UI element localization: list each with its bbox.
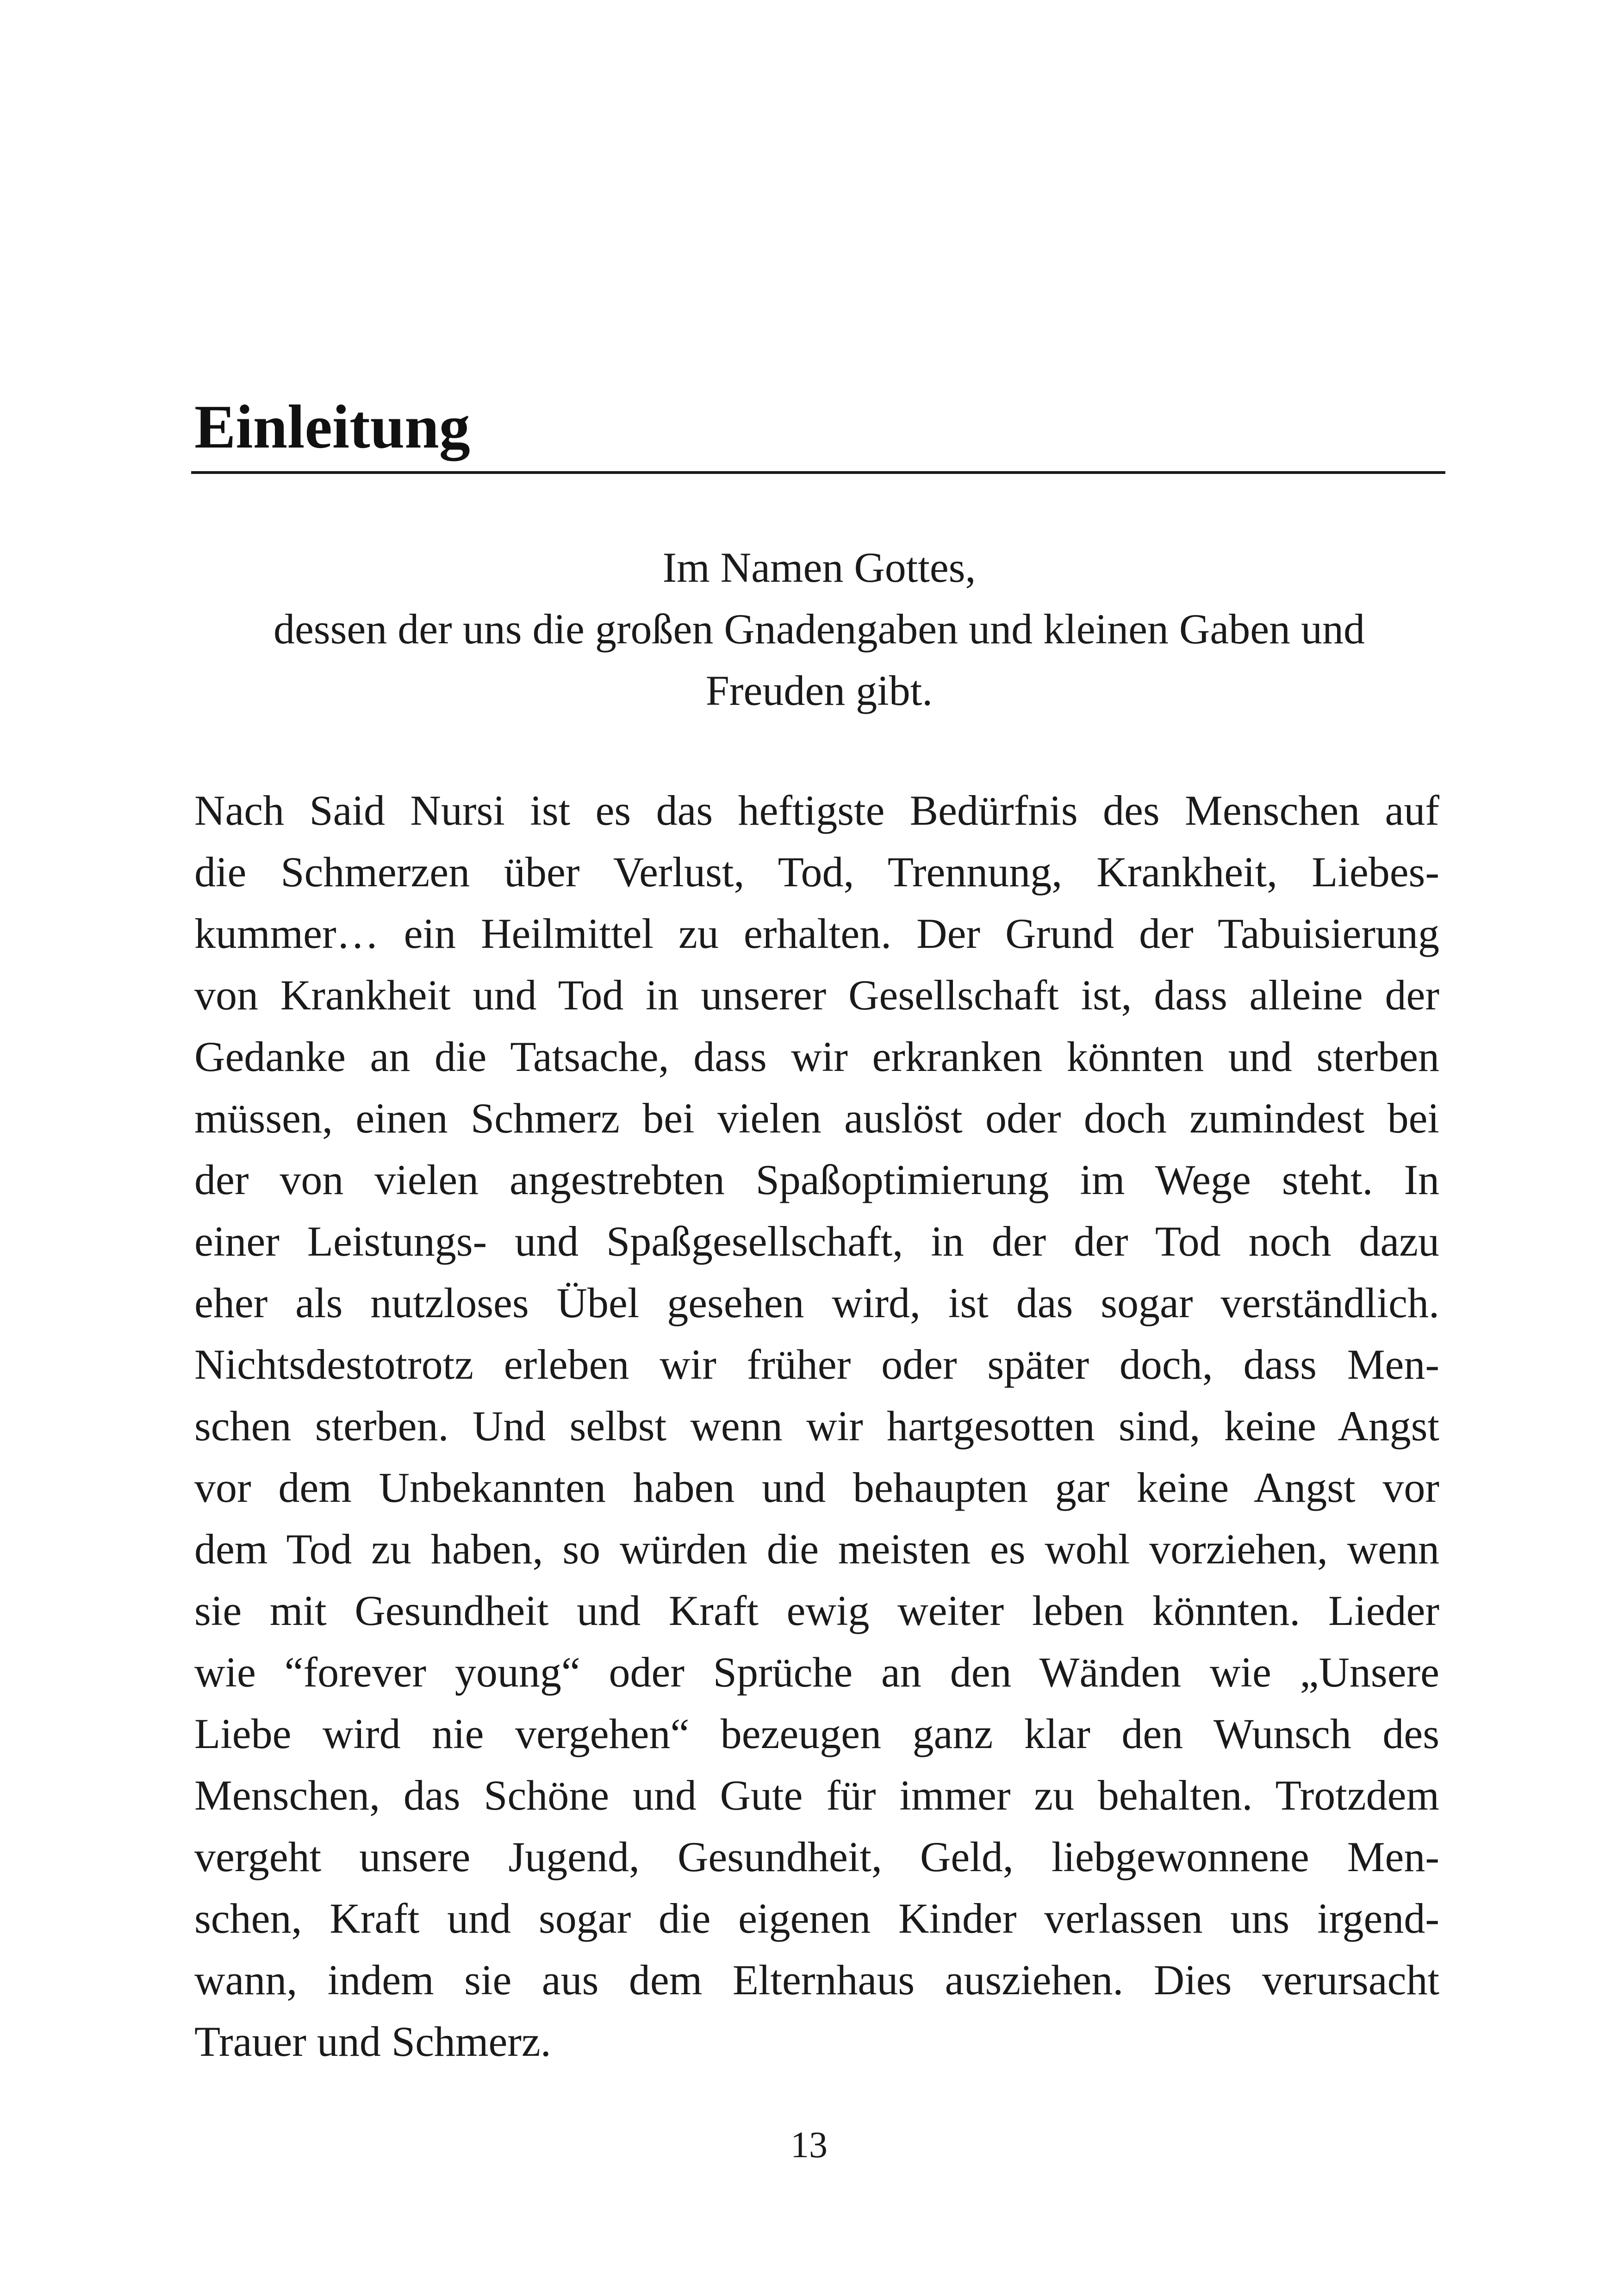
paragraph-line: Menschen, das Schöne und Gute für immer zu behalten. Trotzdem <box>194 1772 1439 1819</box>
invocation-block <box>194 537 1444 722</box>
paragraph-line: Nichtsdestotrotz erleben wir früher oder später doch, dass Men- <box>194 1341 1439 1388</box>
paragraph-line: die Schmerzen über Verlust, Tod, Trennung, Krankheit, Liebes- <box>194 848 1439 896</box>
paragraph-line: der von vielen angestrebten Spaßoptimierung im Wege steht. In <box>194 1156 1439 1203</box>
paragraph-line: sie mit Gesundheit und Kraft ewig weiter leben könnten. Lieder <box>194 1587 1439 1634</box>
paragraph-line: eher als nutzloses Übel gesehen wird, ist das sogar verständlich. <box>194 1279 1439 1326</box>
paragraph-line: schen sterben. Und selbst wenn wir hartgesotten sind, keine Angst <box>194 1402 1439 1450</box>
heading-underline <box>191 471 1445 474</box>
paragraph-line: vor dem Unbekannten haben und behaupten gar keine Angst vor <box>194 1464 1439 1511</box>
paragraph-line: Gedanke an die Tatsache, dass wir erkranken könnten und sterben <box>194 1033 1439 1080</box>
paragraph-line: Nach Said Nursi ist es das heftigste Bedürfnis des Menschen auf <box>194 787 1439 834</box>
page-number: 13 <box>790 2125 828 2165</box>
paragraph-line: müssen, einen Schmerz bei vielen auslöst oder doch zumindest bei <box>194 1095 1439 1142</box>
paragraph-line: einer Leistungs- und Spaßgesellschaft, in der der Tod noch dazu <box>194 1218 1439 1265</box>
invocation-line: Im Namen Gottes, <box>662 544 976 591</box>
invocation-line: dessen der uns die großen Gnadengaben und kleinen Gaben und <box>273 605 1365 653</box>
paragraph-line: vergeht unsere Jugend, Gesundheit, Geld, liebgewonnene Men- <box>194 1833 1439 1880</box>
paragraph-line: wie “forever young“ oder Sprüche an den Wänden wie „Unsere <box>194 1649 1439 1696</box>
invocation-line: Freuden gibt. <box>705 667 933 714</box>
paragraph-line: wann, indem sie aus dem Elternhaus ausziehen. Dies verursacht <box>194 1956 1439 2004</box>
body-paragraph <box>194 780 1439 2072</box>
paragraph-line: schen, Kraft und sogar die eigenen Kinder verlassen uns irgend- <box>194 1895 1439 1942</box>
paragraph-line: kummer… ein Heilmittel zu erhalten. Der Grund der Tabuisierung <box>194 910 1439 957</box>
paragraph-line: Liebe wird nie vergehen“ bezeugen ganz klar den Wunsch des <box>194 1710 1439 1757</box>
paragraph-line: dem Tod zu haben, so würden die meisten es wohl vorziehen, wenn <box>194 1525 1439 1573</box>
chapter-heading: Einleitung <box>194 392 470 461</box>
paragraph-line: Trauer und Schmerz. <box>194 2018 551 2065</box>
paragraph-line: von Krankheit und Tod in unserer Gesellschaft ist, dass alleine der <box>194 971 1439 1019</box>
